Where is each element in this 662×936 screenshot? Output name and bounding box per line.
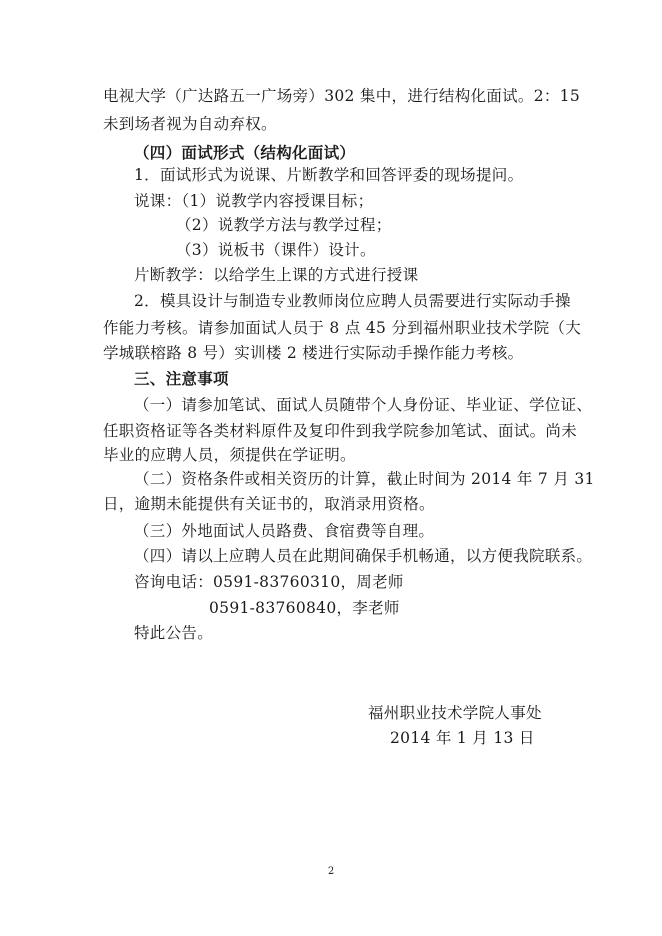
text-line: 2．模具设计与制造专业教师岗位应聘人员需要进行实际动手操 xyxy=(134,292,571,310)
text-line: （一）请参加笔试、面试人员随带个人身份证、毕业证、学位证、 xyxy=(134,396,593,414)
text-line: 任职资格证等各类材料原件及复印件到我学院参加笔试、面试。尚未 xyxy=(103,422,578,440)
text-line: 1．面试形式为说课、片断教学和回答评委的现场提问。 xyxy=(134,166,524,184)
text-line: （二）资格条件或相关资历的计算，截止时间为 2014 年 7 月 31 xyxy=(134,470,595,488)
contact-line: 咨询电话：0591-83760310，周老师 xyxy=(134,573,404,591)
text-line: （三）外地面试人员路费、食宿费等自理。 xyxy=(134,522,435,540)
text-line: （3）说板书（课件）设计。 xyxy=(176,241,376,259)
section-heading: 三、注意事项 xyxy=(134,369,229,388)
text-line: 未到场者视为自动弃权。 xyxy=(103,115,277,133)
text-line: 学城联榕路 8 号）实训楼 2 楼进行实际动手操作能力考核。 xyxy=(103,344,524,362)
signature-org: 福州职业技术学院人事处 xyxy=(368,704,542,722)
signature-date: 2014 年 1 月 13 日 xyxy=(390,729,535,747)
text-line: 说课：（1）说教学内容授课目标； xyxy=(134,192,374,210)
text-line: （四）请以上应聘人员在此期间确保手机畅通，以方便我院联系。 xyxy=(134,547,593,565)
section-heading: （四）面试形式（结构化面试） xyxy=(134,143,356,162)
page-number: 2 xyxy=(327,866,335,877)
text-line: 毕业的应聘人员，须提供在学证明。 xyxy=(103,446,356,464)
text-line: 电视大学（广达路五一广场旁）302 集中，进行结构化面试。2：15 xyxy=(103,87,580,105)
text-line: 特此公告。 xyxy=(134,624,214,642)
text-line: 日，逾期未能提供有关证书的，取消录用资格。 xyxy=(103,495,435,513)
text-line: （2）说教学方法与教学过程； xyxy=(176,216,392,234)
text-line: 片断教学：以给学生上课的方式进行授课 xyxy=(134,266,419,284)
text-line: 作能力考核。请参加面试人员于 8 点 45 分到福州职业技术学院（大 xyxy=(103,319,581,337)
contact-line: 0591-83760840，李老师 xyxy=(209,599,400,617)
